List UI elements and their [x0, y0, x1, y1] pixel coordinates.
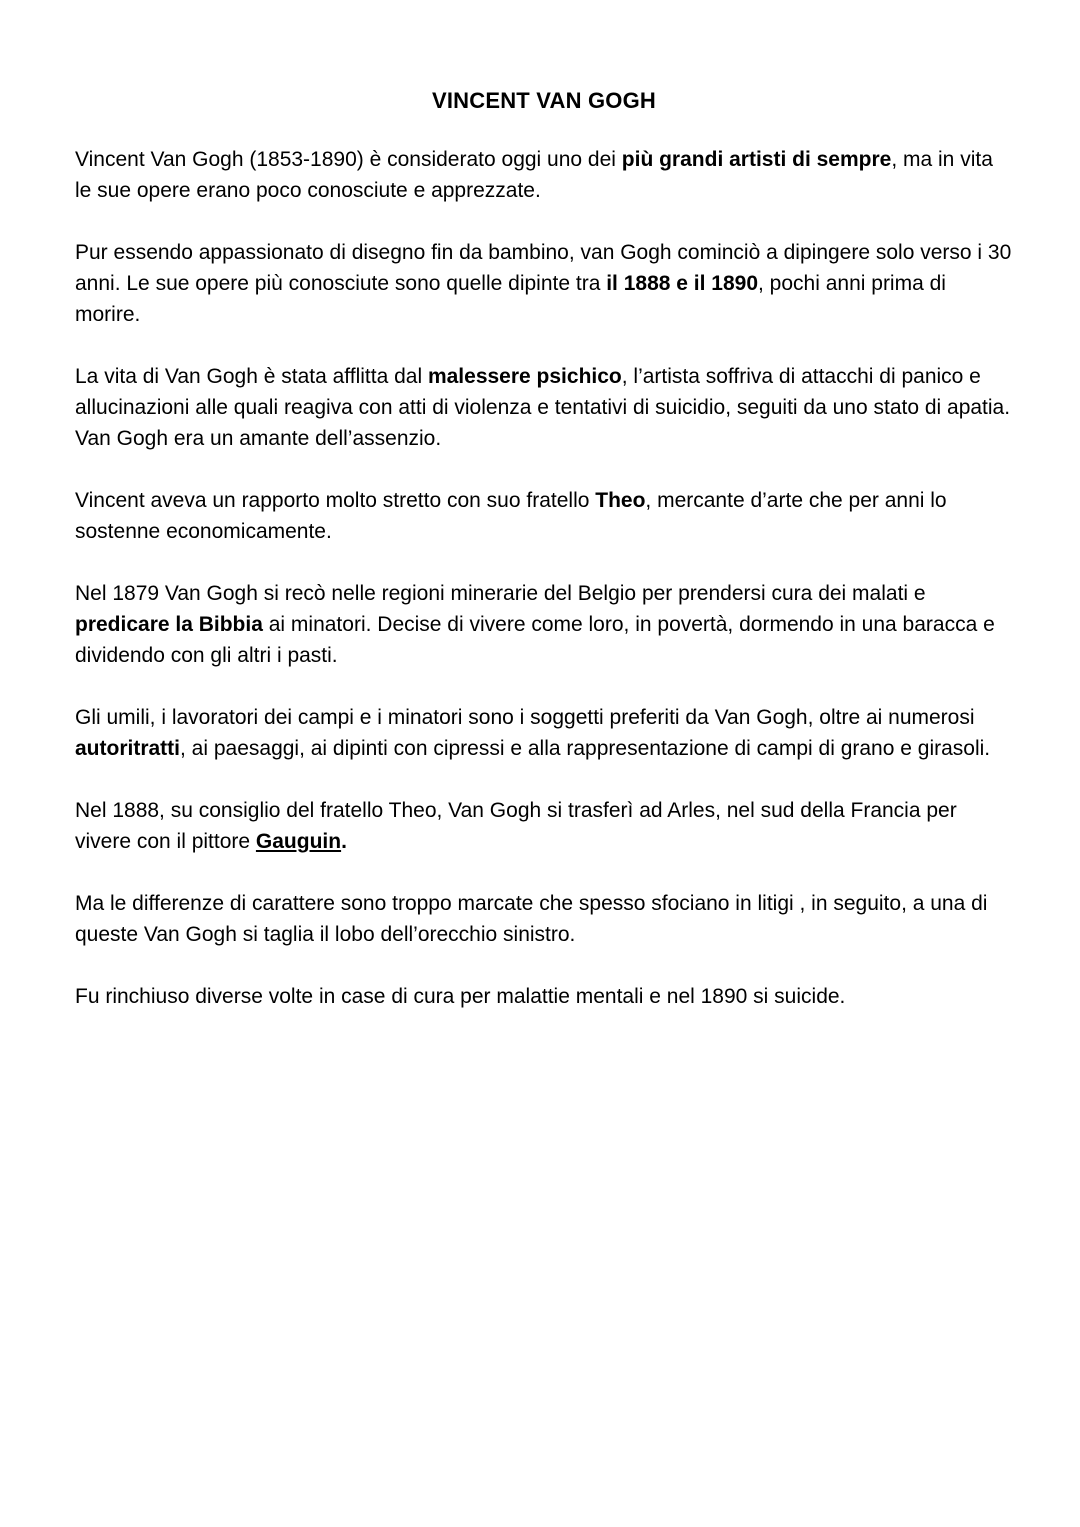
paragraph [75, 361, 1013, 454]
document-body [75, 144, 1013, 1012]
text-segment: , l’artista soffriva di attacchi di panico e allucinazioni alle quali reagiva con atti di violenza e tentativi di suicidio, seguiti da uno stato di apatia. Van Gogh era un amante dell’assenzio. [75, 365, 1011, 450]
text-segment: Ma le differenze di carattere sono troppo marcate che spesso sfociano in litigi , in seguito, a una di queste Van Gogh si taglia il lobo dell’orecchio sinistro. [75, 892, 988, 946]
text-segment: malessere psichico [427, 365, 622, 388]
text-segment: La vita di Van Gogh è stata afflitta dal [75, 365, 428, 388]
text-segment: Pur essendo appassionato di disegno fin da bambino, van Gogh cominciò a dipingere solo verso i 30 anni. Le sue opere più conosciute sono quelle dipinte tra [75, 241, 1012, 295]
text-segment: predicare la Bibbia [75, 613, 263, 636]
text-segment: . [341, 830, 347, 853]
paragraph [75, 144, 1013, 206]
text-segment: più grandi artisti di sempre [621, 148, 892, 171]
paragraph [75, 237, 1013, 330]
text-segment: ai minatori. Decise di vivere come loro, in povertà, dormendo in una baracca e dividendo con gli altri i pasti. [75, 613, 995, 667]
text-segment: Theo [595, 489, 646, 512]
text-segment: , ma in vita le sue opere erano poco conosciute e apprezzate. [75, 148, 993, 202]
paragraph [75, 981, 1013, 1012]
text-segment: autoritratti [75, 737, 180, 760]
text-segment: Vincent aveva un rapporto molto stretto con suo fratello [75, 489, 596, 512]
paragraph [75, 702, 1013, 764]
paragraph [75, 578, 1013, 671]
paragraph [75, 795, 1013, 857]
text-segment: il 1888 e il 1890 [606, 272, 759, 295]
text-segment: Gauguin [255, 830, 342, 853]
text-segment: , pochi anni prima di morire. [75, 272, 946, 326]
text-segment: Nel 1879 Van Gogh si recò nelle regioni minerarie del Belgio per prendersi cura dei malati e [75, 582, 926, 605]
text-segment: Fu rinchiuso diverse volte in case di cura per malattie mentali e nel 1890 si suicide. [75, 985, 846, 1008]
document-title: VINCENT VAN GOGH [431, 88, 657, 113]
text-segment: Vincent Van Gogh (1853-1890) è considerato oggi uno dei [75, 148, 622, 171]
paragraph [75, 485, 1013, 547]
paragraph [75, 888, 1013, 950]
document-content [75, 88, 1013, 1043]
text-segment: , ai paesaggi, ai dipinti con cipressi e alla rappresentazione di campi di grano e girasoli. [180, 737, 991, 760]
text-segment: Gli umili, i lavoratori dei campi e i minatori sono i soggetti preferiti da Van Gogh, oltre ai numerosi [75, 706, 975, 729]
text-segment: Nel 1888, su consiglio del fratello Theo, Van Gogh si trasferì ad Arles, nel sud della Francia per vivere con il pittore [75, 799, 957, 853]
text-segment: , mercante d’arte che per anni lo sostenne economicamente. [75, 489, 947, 543]
